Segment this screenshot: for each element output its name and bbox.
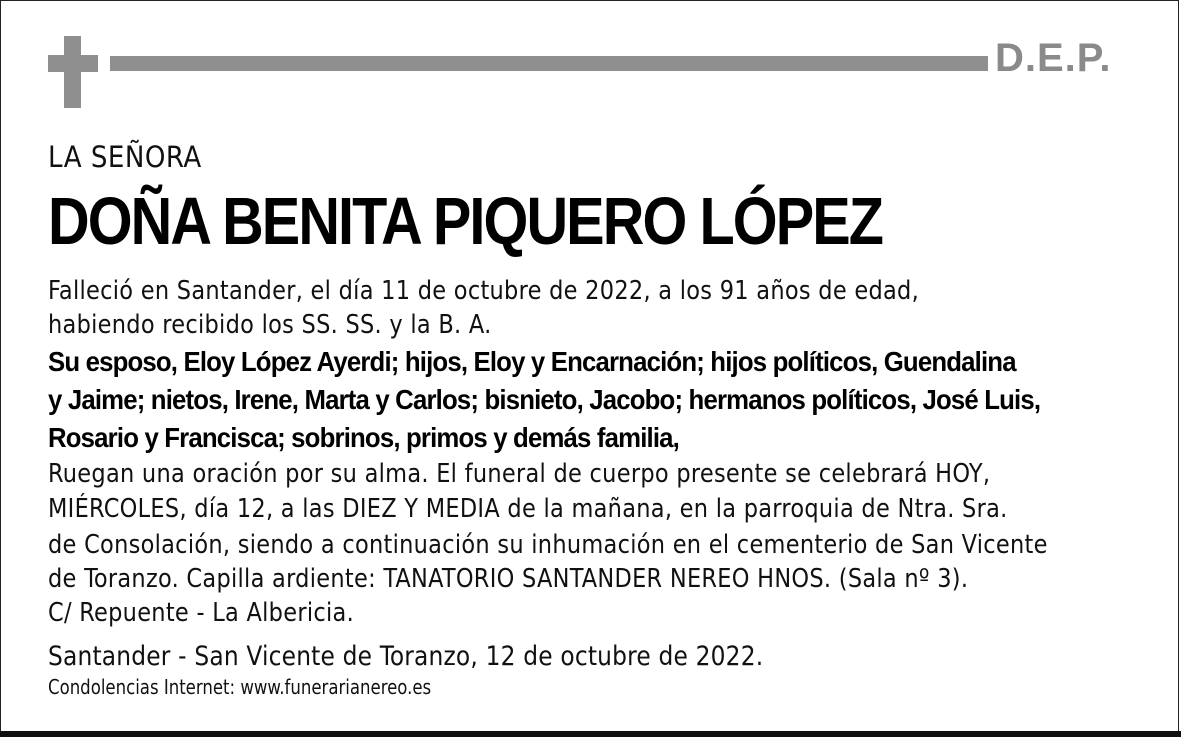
- ceremony-line-4: de Toranzo. Capilla ardiente: TANATORIO SANTANDER NEREO HNOS. (Sala nº 3).: [48, 564, 969, 594]
- deceased-prefix: LA SEÑORA: [48, 140, 202, 174]
- place-date: Santander - San Vicente de Toranzo, 12 de octubre de 2022.: [48, 641, 764, 672]
- header-rule: [110, 56, 988, 71]
- bottom-rule: [0, 731, 1181, 737]
- ceremony-line-5: C/ Repuente - La Albericia.: [48, 598, 355, 628]
- ceremony-line-3: de Consolación, siendo a continuación su inhumación en el cementerio de San Vicente: [48, 530, 1048, 560]
- dep-label: D.E.P.: [995, 36, 1112, 80]
- death-notice-line-1: Falleció en Santander, el día 11 de octubre de 2022, a los 91 años de edad,: [48, 276, 920, 306]
- cross-icon: [64, 36, 81, 108]
- deceased-name: DOÑA BENITA PIQUERO LÓPEZ: [48, 184, 883, 259]
- family-line-1: Su esposo, Eloy López Ayerdi; hijos, Eloy y Encarnación; hijos políticos, Guendalina: [48, 346, 1016, 377]
- death-notice-line-2: habiendo recibido los SS. SS. y la B. A.: [48, 310, 492, 340]
- ceremony-line-1: Ruegan una oración por su alma. El funeral de cuerpo presente se celebrará HOY,: [48, 459, 991, 489]
- ceremony-line-2: MIÉRCOLES, día 12, a las DIEZ Y MEDIA de la mañana, en la parroquia de Ntra. Sra.: [48, 494, 1008, 524]
- condolences-url: Condolencias Internet: www.funerarianereo.es: [48, 675, 432, 699]
- family-line-2: y Jaime; nietos, Irene, Marta y Carlos; bisnieto, Jacobo; hermanos políticos, José Luis,: [48, 384, 1041, 415]
- cross-icon-arm: [48, 55, 98, 72]
- family-line-3: Rosario y Francisca; sobrinos, primos y demás familia,: [48, 422, 680, 453]
